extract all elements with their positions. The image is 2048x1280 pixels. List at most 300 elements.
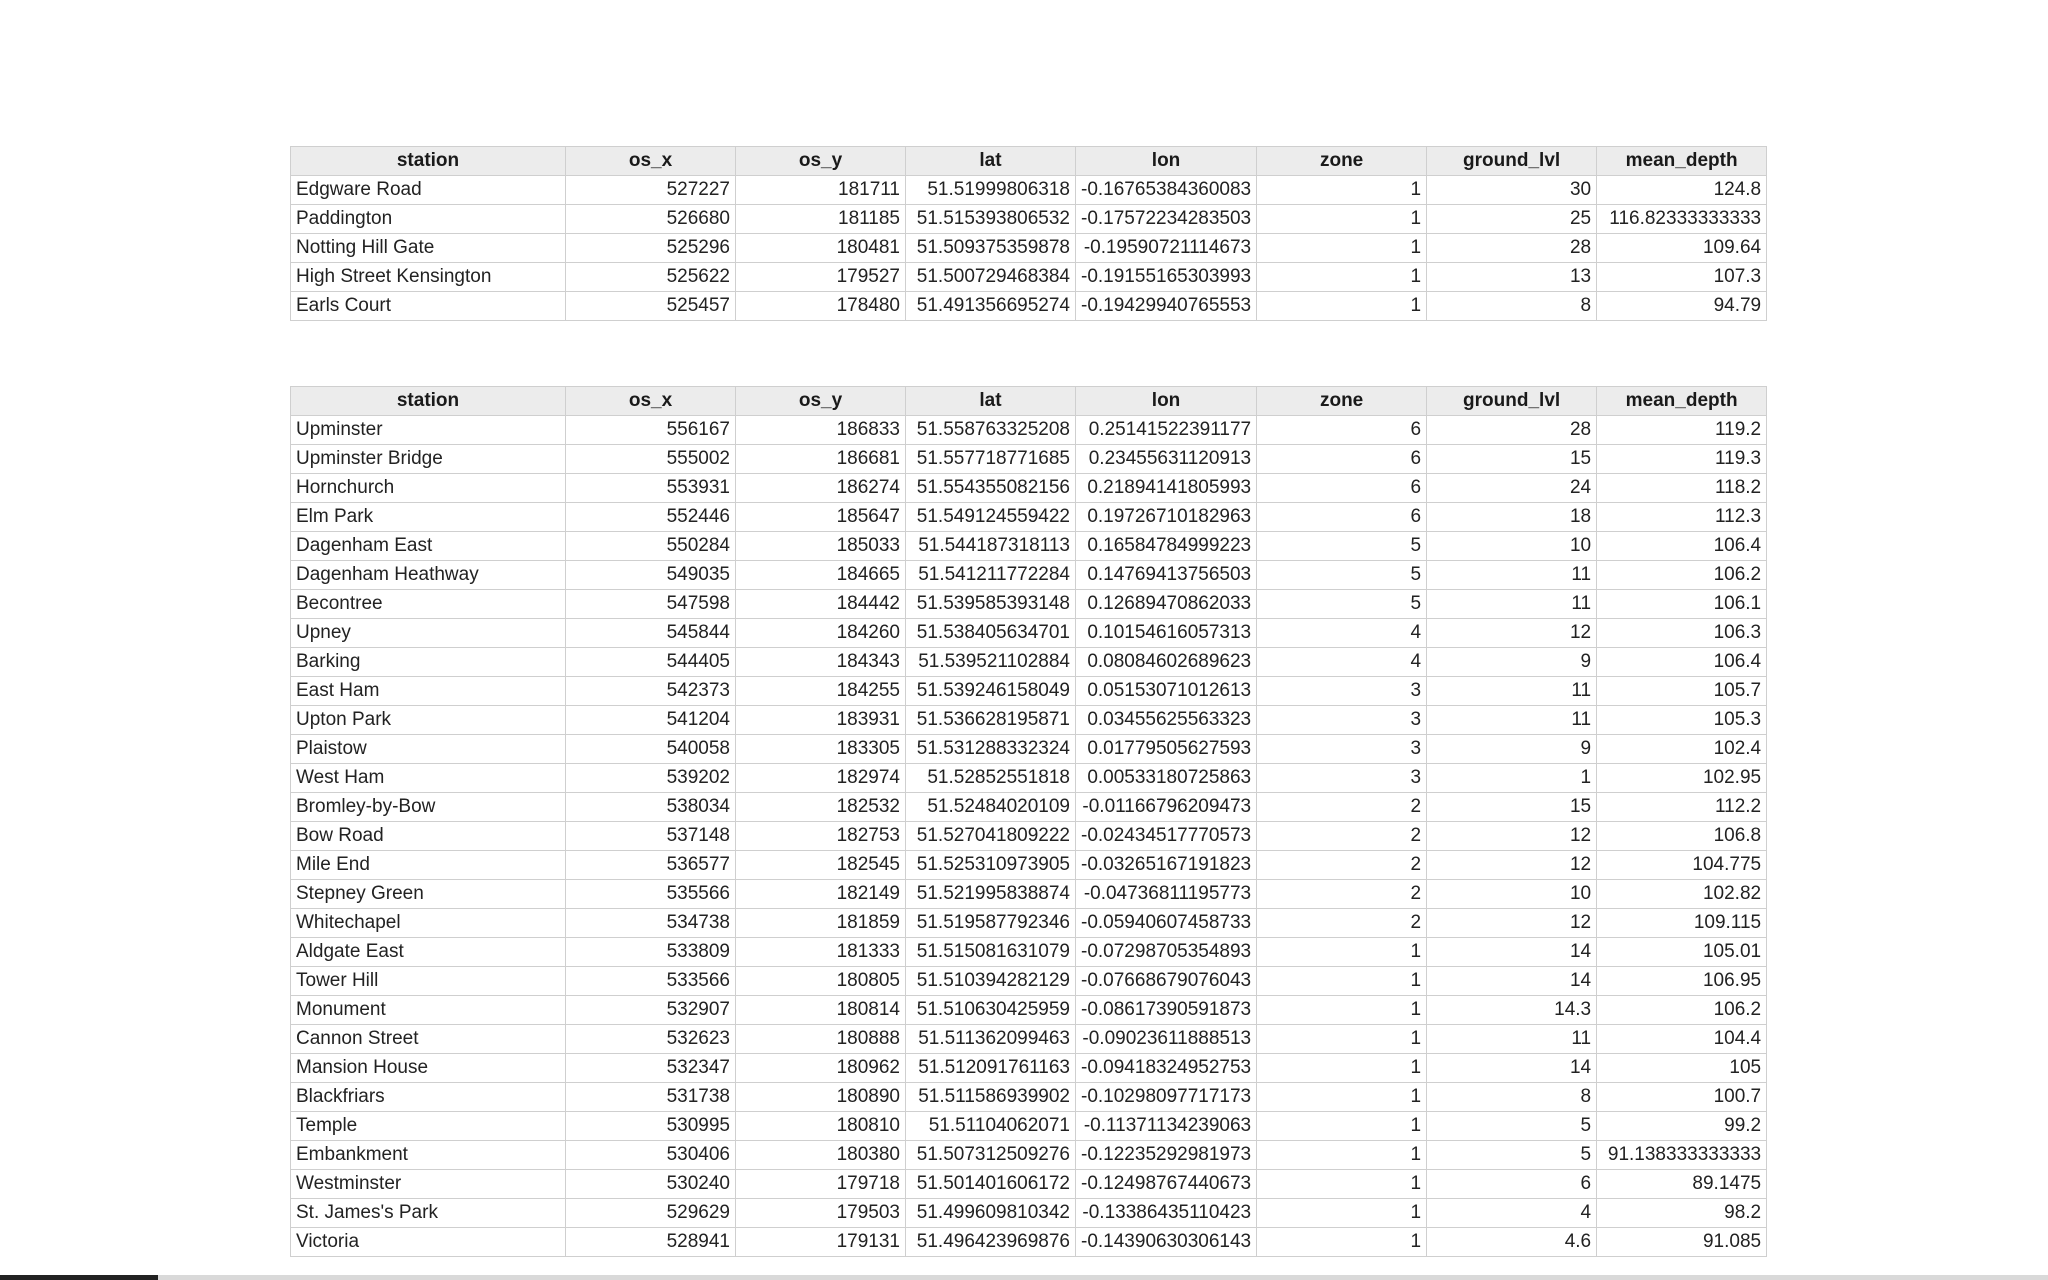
cell-ground-lvl[interactable]: 11: [1427, 1025, 1597, 1054]
cell-zone[interactable]: 1: [1257, 234, 1427, 263]
cell-lon[interactable]: 0.19726710182963: [1076, 503, 1257, 532]
table-row: [291, 292, 1767, 321]
cell-os-x[interactable]: 531738: [566, 1083, 736, 1112]
cell-lat[interactable]: 51.51104062071: [906, 1112, 1076, 1141]
cell-ground-lvl[interactable]: 11: [1427, 561, 1597, 590]
cell-os-x[interactable]: 541204: [566, 706, 736, 735]
cell-mean-depth[interactable]: 102.95: [1597, 764, 1767, 793]
cell-os-y[interactable]: 180805: [736, 967, 906, 996]
cell-lon[interactable]: -0.03265167191823: [1076, 851, 1257, 880]
cell-os-y[interactable]: 180810: [736, 1112, 906, 1141]
cell-station[interactable]: Upminster: [291, 416, 566, 445]
cell-station[interactable]: Becontree: [291, 590, 566, 619]
cell-os-y[interactable]: 184442: [736, 590, 906, 619]
cell-ground-lvl[interactable]: 10: [1427, 880, 1597, 909]
cell-station[interactable]: Upney: [291, 619, 566, 648]
cell-lat[interactable]: 51.512091761163: [906, 1054, 1076, 1083]
cell-lon[interactable]: -0.08617390591873: [1076, 996, 1257, 1025]
cell-lon[interactable]: -0.07298705354893: [1076, 938, 1257, 967]
cell-ground-lvl[interactable]: 11: [1427, 590, 1597, 619]
cell-lat[interactable]: 51.539246158049: [906, 677, 1076, 706]
cell-station[interactable]: Bromley-by-Bow: [291, 793, 566, 822]
cell-lon[interactable]: 0.10154616057313: [1076, 619, 1257, 648]
cell-station[interactable]: Upminster Bridge: [291, 445, 566, 474]
cell-station[interactable]: Temple: [291, 1112, 566, 1141]
cell-os-y[interactable]: 184665: [736, 561, 906, 590]
cell-lon[interactable]: -0.07668679076043: [1076, 967, 1257, 996]
cell-zone[interactable]: 1: [1257, 996, 1427, 1025]
column-header-os-x[interactable]: os_x: [566, 147, 736, 176]
cell-os-y[interactable]: 186681: [736, 445, 906, 474]
cell-lon[interactable]: -0.01166796209473: [1076, 793, 1257, 822]
cell-lon[interactable]: -0.10298097717173: [1076, 1083, 1257, 1112]
cell-ground-lvl[interactable]: 14: [1427, 967, 1597, 996]
cell-lat[interactable]: 51.491356695274: [906, 292, 1076, 321]
cell-zone[interactable]: 1: [1257, 205, 1427, 234]
cell-lon[interactable]: 0.14769413756503: [1076, 561, 1257, 590]
cell-zone[interactable]: 1: [1257, 938, 1427, 967]
cell-ground-lvl[interactable]: 5: [1427, 1112, 1597, 1141]
cell-ground-lvl[interactable]: 9: [1427, 648, 1597, 677]
cell-lon[interactable]: -0.13386435110423: [1076, 1199, 1257, 1228]
cell-lon[interactable]: 0.00533180725863: [1076, 764, 1257, 793]
cell-os-x[interactable]: 547598: [566, 590, 736, 619]
cell-ground-lvl[interactable]: 12: [1427, 619, 1597, 648]
cell-lat[interactable]: 51.519587792346: [906, 909, 1076, 938]
cell-ground-lvl[interactable]: 28: [1427, 234, 1597, 263]
cell-os-y[interactable]: 178480: [736, 292, 906, 321]
cell-zone[interactable]: 1: [1257, 1054, 1427, 1083]
cell-station[interactable]: Mansion House: [291, 1054, 566, 1083]
cell-zone[interactable]: 1: [1257, 1228, 1427, 1257]
cell-ground-lvl[interactable]: 30: [1427, 176, 1597, 205]
cell-lat[interactable]: 51.539585393148: [906, 590, 1076, 619]
column-header-mean-depth[interactable]: mean_depth: [1597, 387, 1767, 416]
cell-os-y[interactable]: 184260: [736, 619, 906, 648]
cell-station[interactable]: East Ham: [291, 677, 566, 706]
cell-mean-depth[interactable]: 104.775: [1597, 851, 1767, 880]
cell-mean-depth[interactable]: 106.8: [1597, 822, 1767, 851]
cell-lat[interactable]: 51.499609810342: [906, 1199, 1076, 1228]
cell-lon[interactable]: -0.19590721114673: [1076, 234, 1257, 263]
cell-ground-lvl[interactable]: 12: [1427, 851, 1597, 880]
cell-station[interactable]: Earls Court: [291, 292, 566, 321]
cell-station[interactable]: West Ham: [291, 764, 566, 793]
cell-lat[interactable]: 51.531288332324: [906, 735, 1076, 764]
cell-zone[interactable]: 2: [1257, 851, 1427, 880]
cell-lat[interactable]: 51.527041809222: [906, 822, 1076, 851]
cell-os-y[interactable]: 182974: [736, 764, 906, 793]
cell-lat[interactable]: 51.511586939902: [906, 1083, 1076, 1112]
cell-zone[interactable]: 3: [1257, 735, 1427, 764]
cell-lon[interactable]: 0.01779505627593: [1076, 735, 1257, 764]
cell-mean-depth[interactable]: 89.1475: [1597, 1170, 1767, 1199]
cell-mean-depth[interactable]: 106.4: [1597, 648, 1767, 677]
cell-lat[interactable]: 51.507312509276: [906, 1141, 1076, 1170]
cell-lon[interactable]: -0.12235292981973: [1076, 1141, 1257, 1170]
cell-ground-lvl[interactable]: 6: [1427, 1170, 1597, 1199]
cell-mean-depth[interactable]: 102.82: [1597, 880, 1767, 909]
cell-ground-lvl[interactable]: 11: [1427, 677, 1597, 706]
cell-os-x[interactable]: 535566: [566, 880, 736, 909]
cell-lon[interactable]: -0.19155165303993: [1076, 263, 1257, 292]
cell-os-x[interactable]: 532907: [566, 996, 736, 1025]
cell-mean-depth[interactable]: 105.01: [1597, 938, 1767, 967]
cell-lon[interactable]: 0.16584784999223: [1076, 532, 1257, 561]
cell-mean-depth[interactable]: 98.2: [1597, 1199, 1767, 1228]
cell-zone[interactable]: 2: [1257, 822, 1427, 851]
cell-mean-depth[interactable]: 116.82333333333: [1597, 205, 1767, 234]
cell-lat[interactable]: 51.536628195871: [906, 706, 1076, 735]
cell-os-x[interactable]: 530240: [566, 1170, 736, 1199]
column-header-mean-depth[interactable]: mean_depth: [1597, 147, 1767, 176]
cell-lon[interactable]: -0.16765384360083: [1076, 176, 1257, 205]
cell-mean-depth[interactable]: 91.085: [1597, 1228, 1767, 1257]
cell-station[interactable]: Stepney Green: [291, 880, 566, 909]
cell-os-x[interactable]: 528941: [566, 1228, 736, 1257]
cell-lat[interactable]: 51.510394282129: [906, 967, 1076, 996]
cell-os-x[interactable]: 549035: [566, 561, 736, 590]
cell-lat[interactable]: 51.52484020109: [906, 793, 1076, 822]
cell-zone[interactable]: 4: [1257, 619, 1427, 648]
cell-station[interactable]: Blackfriars: [291, 1083, 566, 1112]
cell-ground-lvl[interactable]: 4: [1427, 1199, 1597, 1228]
cell-lon[interactable]: 0.05153071012613: [1076, 677, 1257, 706]
cell-lat[interactable]: 51.496423969876: [906, 1228, 1076, 1257]
cell-lat[interactable]: 51.515081631079: [906, 938, 1076, 967]
cell-os-y[interactable]: 180380: [736, 1141, 906, 1170]
cell-zone[interactable]: 6: [1257, 503, 1427, 532]
cell-mean-depth[interactable]: 104.4: [1597, 1025, 1767, 1054]
column-header-zone[interactable]: zone: [1257, 147, 1427, 176]
cell-os-y[interactable]: 183305: [736, 735, 906, 764]
cell-mean-depth[interactable]: 112.2: [1597, 793, 1767, 822]
cell-mean-depth[interactable]: 124.8: [1597, 176, 1767, 205]
cell-os-x[interactable]: 556167: [566, 416, 736, 445]
cell-mean-depth[interactable]: 91.138333333333: [1597, 1141, 1767, 1170]
cell-station[interactable]: Whitechapel: [291, 909, 566, 938]
cell-zone[interactable]: 3: [1257, 764, 1427, 793]
cell-station[interactable]: Tower Hill: [291, 967, 566, 996]
column-header-lat[interactable]: lat: [906, 147, 1076, 176]
cell-ground-lvl[interactable]: 14.3: [1427, 996, 1597, 1025]
cell-ground-lvl[interactable]: 14: [1427, 1054, 1597, 1083]
cell-lat[interactable]: 51.558763325208: [906, 416, 1076, 445]
cell-station[interactable]: Dagenham East: [291, 532, 566, 561]
cell-os-x[interactable]: 550284: [566, 532, 736, 561]
cell-os-y[interactable]: 181333: [736, 938, 906, 967]
cell-zone[interactable]: 1: [1257, 1112, 1427, 1141]
cell-mean-depth[interactable]: 105.7: [1597, 677, 1767, 706]
cell-os-y[interactable]: 182753: [736, 822, 906, 851]
cell-lon[interactable]: 0.03455625563323: [1076, 706, 1257, 735]
cell-station[interactable]: High Street Kensington: [291, 263, 566, 292]
cell-ground-lvl[interactable]: 15: [1427, 793, 1597, 822]
cell-lon[interactable]: -0.04736811195773: [1076, 880, 1257, 909]
cell-mean-depth[interactable]: 106.1: [1597, 590, 1767, 619]
cell-os-x[interactable]: 537148: [566, 822, 736, 851]
column-header-lon[interactable]: lon: [1076, 387, 1257, 416]
cell-mean-depth[interactable]: 106.3: [1597, 619, 1767, 648]
cell-os-x[interactable]: 552446: [566, 503, 736, 532]
cell-os-x[interactable]: 530995: [566, 1112, 736, 1141]
cell-mean-depth[interactable]: 105.3: [1597, 706, 1767, 735]
cell-lat[interactable]: 51.515393806532: [906, 205, 1076, 234]
cell-os-y[interactable]: 186833: [736, 416, 906, 445]
cell-lon[interactable]: 0.08084602689623: [1076, 648, 1257, 677]
cell-lat[interactable]: 51.525310973905: [906, 851, 1076, 880]
cell-lat[interactable]: 51.511362099463: [906, 1025, 1076, 1054]
cell-ground-lvl[interactable]: 11: [1427, 706, 1597, 735]
cell-zone[interactable]: 2: [1257, 909, 1427, 938]
cell-ground-lvl[interactable]: 25: [1427, 205, 1597, 234]
cell-zone[interactable]: 3: [1257, 706, 1427, 735]
cell-os-x[interactable]: 533566: [566, 967, 736, 996]
cell-station[interactable]: Westminster: [291, 1170, 566, 1199]
column-header-ground-lvl[interactable]: ground_lvl: [1427, 387, 1597, 416]
cell-mean-depth[interactable]: 109.115: [1597, 909, 1767, 938]
cell-os-x[interactable]: 526680: [566, 205, 736, 234]
cell-zone[interactable]: 2: [1257, 793, 1427, 822]
cell-os-y[interactable]: 184343: [736, 648, 906, 677]
cell-lon[interactable]: 0.21894141805993: [1076, 474, 1257, 503]
cell-ground-lvl[interactable]: 14: [1427, 938, 1597, 967]
cell-os-y[interactable]: 181185: [736, 205, 906, 234]
cell-station[interactable]: Mile End: [291, 851, 566, 880]
cell-station[interactable]: Plaistow: [291, 735, 566, 764]
cell-lon[interactable]: -0.19429940765553: [1076, 292, 1257, 321]
cell-os-x[interactable]: 545844: [566, 619, 736, 648]
cell-ground-lvl[interactable]: 12: [1427, 909, 1597, 938]
table-row: [291, 234, 1767, 263]
cell-lon[interactable]: 0.12689470862033: [1076, 590, 1257, 619]
cell-os-x[interactable]: 525296: [566, 234, 736, 263]
cell-lat[interactable]: 51.538405634701: [906, 619, 1076, 648]
cell-station[interactable]: Dagenham Heathway: [291, 561, 566, 590]
cell-lon[interactable]: -0.11371134239063: [1076, 1112, 1257, 1141]
cell-zone[interactable]: 5: [1257, 590, 1427, 619]
cell-ground-lvl[interactable]: 1: [1427, 764, 1597, 793]
cell-ground-lvl[interactable]: 8: [1427, 1083, 1597, 1112]
cell-os-y[interactable]: 180890: [736, 1083, 906, 1112]
cell-ground-lvl[interactable]: 24: [1427, 474, 1597, 503]
cell-lat[interactable]: 51.544187318113: [906, 532, 1076, 561]
table-row: [291, 619, 1767, 648]
cell-lat[interactable]: 51.554355082156: [906, 474, 1076, 503]
cell-zone[interactable]: 1: [1257, 1170, 1427, 1199]
cell-zone[interactable]: 1: [1257, 1083, 1427, 1112]
cell-os-y[interactable]: 186274: [736, 474, 906, 503]
cell-ground-lvl[interactable]: 13: [1427, 263, 1597, 292]
cell-lat[interactable]: 51.500729468384: [906, 263, 1076, 292]
cell-os-y[interactable]: 182532: [736, 793, 906, 822]
cell-mean-depth[interactable]: 99.2: [1597, 1112, 1767, 1141]
scrollbar-thumb[interactable]: [0, 1275, 158, 1280]
column-header-lat[interactable]: lat: [906, 387, 1076, 416]
cell-os-x[interactable]: 539202: [566, 764, 736, 793]
cell-station[interactable]: Paddington: [291, 205, 566, 234]
table-row: [291, 851, 1767, 880]
cell-lon[interactable]: -0.09023611888513: [1076, 1025, 1257, 1054]
cell-mean-depth[interactable]: 102.4: [1597, 735, 1767, 764]
cell-lon[interactable]: -0.05940607458733: [1076, 909, 1257, 938]
cell-station[interactable]: Victoria: [291, 1228, 566, 1257]
cell-os-y[interactable]: 179718: [736, 1170, 906, 1199]
cell-os-y[interactable]: 181711: [736, 176, 906, 205]
cell-mean-depth[interactable]: 106.4: [1597, 532, 1767, 561]
cell-os-x[interactable]: 527227: [566, 176, 736, 205]
cell-os-y[interactable]: 182149: [736, 880, 906, 909]
cell-station[interactable]: Monument: [291, 996, 566, 1025]
cell-lat[interactable]: 51.510630425959: [906, 996, 1076, 1025]
cell-ground-lvl[interactable]: 12: [1427, 822, 1597, 851]
cell-ground-lvl[interactable]: 18: [1427, 503, 1597, 532]
cell-lat[interactable]: 51.521995838874: [906, 880, 1076, 909]
cell-os-y[interactable]: 180888: [736, 1025, 906, 1054]
cell-mean-depth[interactable]: 106.2: [1597, 996, 1767, 1025]
cell-station[interactable]: Edgware Road: [291, 176, 566, 205]
cell-zone[interactable]: 1: [1257, 292, 1427, 321]
cell-mean-depth[interactable]: 105: [1597, 1054, 1767, 1083]
column-header-os-x[interactable]: os_x: [566, 387, 736, 416]
cell-os-x[interactable]: 530406: [566, 1141, 736, 1170]
cell-ground-lvl[interactable]: 5: [1427, 1141, 1597, 1170]
cell-os-y[interactable]: 182545: [736, 851, 906, 880]
cell-station[interactable]: St. James's Park: [291, 1199, 566, 1228]
horizontal-scrollbar[interactable]: [0, 1275, 2048, 1280]
cell-mean-depth[interactable]: 107.3: [1597, 263, 1767, 292]
cell-ground-lvl[interactable]: 8: [1427, 292, 1597, 321]
cell-os-x[interactable]: 532347: [566, 1054, 736, 1083]
cell-mean-depth[interactable]: 118.2: [1597, 474, 1767, 503]
cell-lat[interactable]: 51.509375359878: [906, 234, 1076, 263]
cell-zone[interactable]: 2: [1257, 880, 1427, 909]
cell-station[interactable]: Hornchurch: [291, 474, 566, 503]
cell-ground-lvl[interactable]: 15: [1427, 445, 1597, 474]
cell-os-y[interactable]: 184255: [736, 677, 906, 706]
cell-mean-depth[interactable]: 94.79: [1597, 292, 1767, 321]
cell-lon[interactable]: -0.14390630306143: [1076, 1228, 1257, 1257]
column-header-os-y[interactable]: os_y: [736, 387, 906, 416]
cell-os-y[interactable]: 180481: [736, 234, 906, 263]
cell-lon[interactable]: -0.17572234283503: [1076, 205, 1257, 234]
cell-os-y[interactable]: 181859: [736, 909, 906, 938]
cell-mean-depth[interactable]: 112.3: [1597, 503, 1767, 532]
cell-lon[interactable]: -0.12498767440673: [1076, 1170, 1257, 1199]
cell-os-x[interactable]: 542373: [566, 677, 736, 706]
column-header-lon[interactable]: lon: [1076, 147, 1257, 176]
cell-os-y[interactable]: 179527: [736, 263, 906, 292]
cell-zone[interactable]: 1: [1257, 263, 1427, 292]
cell-station[interactable]: Elm Park: [291, 503, 566, 532]
cell-mean-depth[interactable]: 100.7: [1597, 1083, 1767, 1112]
cell-lat[interactable]: 51.549124559422: [906, 503, 1076, 532]
cell-station[interactable]: Bow Road: [291, 822, 566, 851]
cell-ground-lvl[interactable]: 4.6: [1427, 1228, 1597, 1257]
cell-ground-lvl[interactable]: 10: [1427, 532, 1597, 561]
table-row: [291, 1054, 1767, 1083]
cell-lat[interactable]: 51.539521102884: [906, 648, 1076, 677]
cell-os-y[interactable]: 183931: [736, 706, 906, 735]
cell-station[interactable]: Upton Park: [291, 706, 566, 735]
cell-os-x[interactable]: 540058: [566, 735, 736, 764]
table-row: [291, 822, 1767, 851]
cell-os-x[interactable]: 525457: [566, 292, 736, 321]
cell-lon[interactable]: -0.09418324952753: [1076, 1054, 1257, 1083]
cell-lat[interactable]: 51.501401606172: [906, 1170, 1076, 1199]
cell-mean-depth[interactable]: 106.2: [1597, 561, 1767, 590]
cell-station[interactable]: Aldgate East: [291, 938, 566, 967]
cell-zone[interactable]: 5: [1257, 561, 1427, 590]
column-header-zone[interactable]: zone: [1257, 387, 1427, 416]
cell-lat[interactable]: 51.557718771685: [906, 445, 1076, 474]
cell-os-x[interactable]: 553931: [566, 474, 736, 503]
cell-zone[interactable]: 1: [1257, 1199, 1427, 1228]
cell-os-y[interactable]: 185647: [736, 503, 906, 532]
cell-os-x[interactable]: 532623: [566, 1025, 736, 1054]
cell-zone[interactable]: 3: [1257, 677, 1427, 706]
cell-os-y[interactable]: 179503: [736, 1199, 906, 1228]
cell-lat[interactable]: 51.51999806318: [906, 176, 1076, 205]
cell-os-y[interactable]: 185033: [736, 532, 906, 561]
cell-lon[interactable]: -0.02434517770573: [1076, 822, 1257, 851]
table-row: [291, 263, 1767, 292]
cell-zone[interactable]: 5: [1257, 532, 1427, 561]
cell-zone[interactable]: 6: [1257, 474, 1427, 503]
cell-zone[interactable]: 1: [1257, 1025, 1427, 1054]
cell-mean-depth[interactable]: 119.2: [1597, 416, 1767, 445]
cell-station[interactable]: Embankment: [291, 1141, 566, 1170]
stations-table-2: [290, 386, 1767, 1257]
column-header-station[interactable]: station: [291, 147, 566, 176]
cell-zone[interactable]: 6: [1257, 445, 1427, 474]
cell-station[interactable]: Notting Hill Gate: [291, 234, 566, 263]
column-header-station[interactable]: station: [291, 387, 566, 416]
cell-os-x[interactable]: 544405: [566, 648, 736, 677]
cell-lon[interactable]: 0.23455631120913: [1076, 445, 1257, 474]
cell-os-x[interactable]: 525622: [566, 263, 736, 292]
cell-lon[interactable]: 0.25141522391177: [1076, 416, 1257, 445]
cell-mean-depth[interactable]: 106.95: [1597, 967, 1767, 996]
cell-os-x[interactable]: 538034: [566, 793, 736, 822]
cell-os-x[interactable]: 534738: [566, 909, 736, 938]
cell-os-y[interactable]: 180962: [736, 1054, 906, 1083]
cell-zone[interactable]: 1: [1257, 1141, 1427, 1170]
cell-zone[interactable]: 4: [1257, 648, 1427, 677]
cell-os-x[interactable]: 533809: [566, 938, 736, 967]
cell-zone[interactable]: 1: [1257, 967, 1427, 996]
cell-zone[interactable]: 6: [1257, 416, 1427, 445]
cell-os-y[interactable]: 180814: [736, 996, 906, 1025]
cell-os-y[interactable]: 179131: [736, 1228, 906, 1257]
cell-os-x[interactable]: 555002: [566, 445, 736, 474]
cell-lat[interactable]: 51.52852551818: [906, 764, 1076, 793]
column-header-os-y[interactable]: os_y: [736, 147, 906, 176]
table-row: [291, 205, 1767, 234]
cell-station[interactable]: Cannon Street: [291, 1025, 566, 1054]
cell-os-x[interactable]: 529629: [566, 1199, 736, 1228]
column-header-ground-lvl[interactable]: ground_lvl: [1427, 147, 1597, 176]
cell-ground-lvl[interactable]: 9: [1427, 735, 1597, 764]
cell-zone[interactable]: 1: [1257, 176, 1427, 205]
cell-os-x[interactable]: 536577: [566, 851, 736, 880]
cell-mean-depth[interactable]: 109.64: [1597, 234, 1767, 263]
cell-mean-depth[interactable]: 119.3: [1597, 445, 1767, 474]
cell-station[interactable]: Barking: [291, 648, 566, 677]
cell-lat[interactable]: 51.541211772284: [906, 561, 1076, 590]
header-row: [291, 387, 1767, 416]
cell-ground-lvl[interactable]: 28: [1427, 416, 1597, 445]
